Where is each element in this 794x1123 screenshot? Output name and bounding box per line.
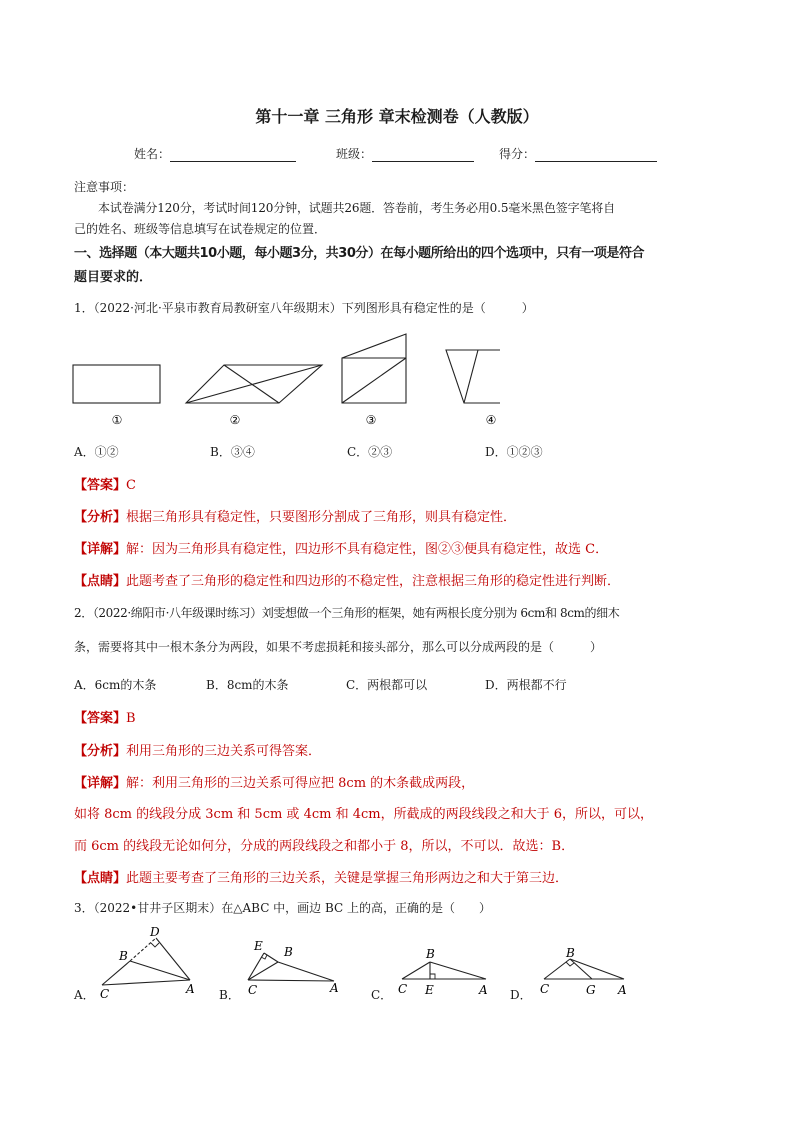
q3-figure-a [92, 920, 202, 1000]
q3-figure-d [534, 944, 644, 1000]
q3-option-d[interactable]: D． [510, 988, 532, 1002]
q2-detail: 【详解】解：利用三角形的三边关系可得应把 8cm 的木条截成两段， [74, 776, 475, 791]
notice-line-2: 己的姓名、班级等信息填写在试卷规定的位置． [74, 222, 327, 236]
svg-text:A: A [618, 983, 627, 997]
q1-answer: 【答案】C [74, 478, 136, 493]
page-title: 第十一章 三角形 章末检测卷（人教版） [255, 107, 539, 126]
svg-text:B: B [284, 945, 293, 959]
notice-heading: 注意事项： [74, 180, 135, 194]
q2-comment: 【点睛】此题主要考查了三角形的三边关系，关键是掌握三角形两边之和大于第三边． [74, 871, 569, 886]
svg-text:B: B [566, 946, 575, 960]
q3-stem: 3．（2022•甘井子区期末）在△ABC 中，画边 BC 上的高，正确的是（ ） [74, 901, 492, 915]
svg-text:E: E [254, 939, 263, 953]
q2-answer: 【答案】B [74, 711, 136, 726]
score-field [499, 145, 657, 162]
q2-stem-line-1: 2．（2022·绵阳市·八年级课时练习）刘雯想做一个三角形的框架，她有两根长度分别为 6cm和 8cm的细木 [74, 606, 620, 620]
q2-analysis: 【分析】利用三角形的三边关系可得答案． [74, 744, 322, 759]
q3-option-c[interactable]: C． [371, 988, 393, 1002]
q1-analysis: 【分析】根据三角形具有稳定性，只要图形分割成了三角形，则具有稳定性． [74, 510, 517, 525]
svg-text:E: E [425, 983, 434, 997]
svg-text:A: A [186, 982, 195, 996]
q2-option-c[interactable]: C．两根都可以 [346, 678, 428, 692]
fig4-label: ④ [485, 413, 497, 427]
q2-detail-line-3: 而 6cm 的线段无论如何分，分成的两段线段之和都小于 8，所以，不可以．故选：B． [74, 839, 575, 854]
svg-text:C: C [100, 987, 110, 1000]
svg-text:A: A [479, 983, 488, 997]
q1-figures [60, 330, 500, 430]
q1-option-c[interactable]: C．②③ [347, 445, 393, 459]
notice-line-1: 本试卷满分120分，考试时间120分钟，试题共26题．答卷前，考生务必用0.5毫米黑色签字笔将自 [98, 201, 615, 215]
q3-figure-b [236, 936, 346, 1000]
name-label: 姓名： [134, 147, 171, 161]
svg-text:G: G [586, 983, 596, 997]
q1-comment: 【点睛】此题考查了三角形的稳定性和四边形的不稳定性，注意根据三角形的稳定性进行判断． [74, 574, 621, 589]
fig1-label: ① [111, 413, 123, 427]
q3-option-a[interactable]: A． [74, 988, 95, 1002]
class-blank[interactable] [372, 149, 474, 162]
q1-option-d[interactable]: D．①②③ [485, 445, 543, 459]
svg-text:C: C [398, 982, 408, 996]
q1-option-a[interactable]: A．①② [74, 445, 119, 459]
score-blank[interactable] [535, 149, 657, 162]
q2-detail-line-2: 如将 8cm 的线段分成 3cm 和 5cm 或 4cm 和 4cm，所截成的两段线段之和大于 6，所以，可以， [74, 807, 653, 822]
fig1-rectangle [73, 365, 160, 403]
q1-detail: 【详解】解：因为三角形具有稳定性，四边形不具有稳定性，图②③便具有稳定性，故选 C． [74, 542, 609, 557]
name-field [134, 145, 296, 162]
q3-figure-c [392, 944, 502, 1000]
q2-option-a[interactable]: A．6cm的木条 [74, 678, 157, 692]
svg-text:C: C [540, 982, 550, 996]
class-field [336, 145, 474, 162]
class-label: 班级： [336, 147, 373, 161]
svg-text:A: A [330, 981, 339, 995]
section-heading-line-2: 题目要求的． [74, 270, 153, 285]
svg-text:B: B [119, 949, 128, 963]
q3-option-b[interactable]: B． [219, 988, 240, 1002]
score-label: 得分： [499, 147, 536, 161]
q2-stem-line-2: 条，需要将其中一根木条分为两段，如果不考虑损耗和接头部分，那么可以分成两段的是（ ） [74, 640, 603, 654]
section-heading-line-1: 一、选择题（本大题共10小题，每小题3分，共30分）在每小题所给出的四个选项中，只有一项是符合 [74, 246, 645, 261]
svg-text:B: B [426, 947, 435, 961]
q1-option-b[interactable]: B．③④ [210, 445, 255, 459]
name-blank[interactable] [170, 149, 296, 162]
svg-text:D: D [150, 925, 160, 939]
fig3-label: ③ [365, 413, 377, 427]
fig3-pentagon [342, 334, 406, 403]
q2-option-b[interactable]: B．8cm的木条 [206, 678, 289, 692]
fig4-trapezoid [446, 350, 500, 403]
q2-option-d[interactable]: D．两根都不行 [485, 678, 567, 692]
q1-stem: 1．（2022·河北·平泉市教育局教研室八年级期末）下列图形具有稳定性的是（ ） [74, 301, 534, 315]
svg-text:C: C [248, 983, 258, 997]
fig2-label: ② [229, 413, 241, 427]
